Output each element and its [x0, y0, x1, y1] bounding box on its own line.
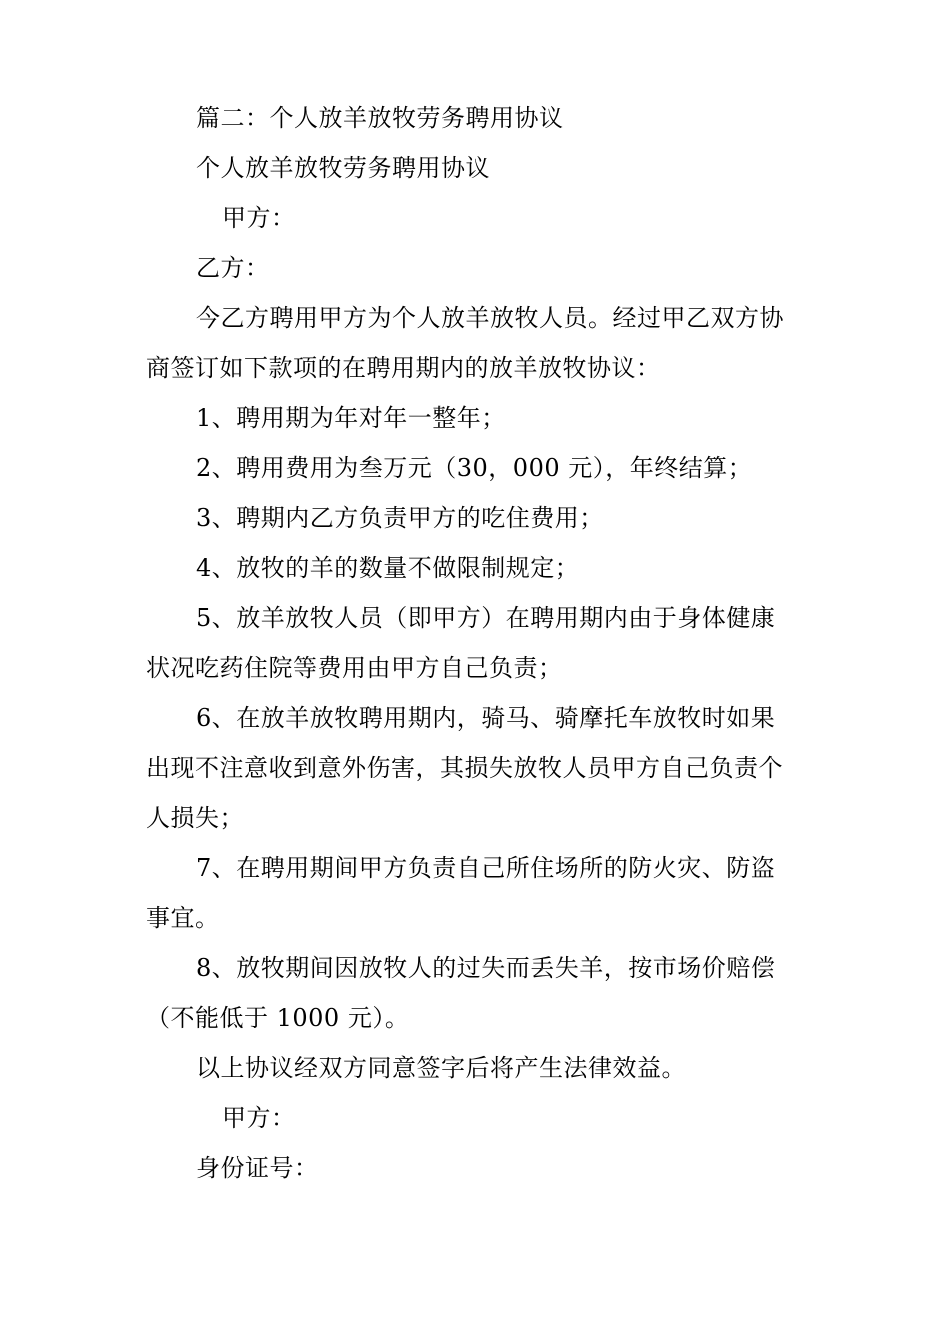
clause-8-line-1: 8、放牧期间因放牧人的过失而丢失羊，按市场价赔偿 [196, 954, 776, 982]
clause-2: 2、聘用费用为叁万元（30，000 元），年终结算； [196, 454, 753, 482]
clause-6-line-3: 人损失； [146, 804, 244, 832]
clause-8-line-2: （不能低于 1000 元）。 [146, 1004, 410, 1032]
clause-6-line-1: 6、在放羊放牧聘用期内，骑马、骑摩托车放牧时如果 [196, 704, 776, 732]
party-b-label: 乙方： [196, 254, 270, 282]
document-title: 个人放羊放牧劳务聘用协议 [196, 154, 490, 182]
clause-7-line-2: 事宜。 [146, 904, 220, 932]
clause-5-line-2: 状况吃药住院等费用由甲方自己负责； [146, 654, 563, 682]
clause-3: 3、聘期内乙方负责甲方的吃住费用； [196, 504, 604, 532]
intro-line-1: 今乙方聘用甲方为个人放羊放牧人员。经过甲乙双方协 [196, 304, 784, 332]
signature-party-a-label: 甲方： [222, 1104, 296, 1132]
clause-1: 1、聘用期为年对年一整年； [196, 404, 506, 432]
intro-line-2: 商签订如下款项的在聘用期内的放羊放牧协议： [146, 354, 661, 382]
clause-7-line-1: 7、在聘用期间甲方负责自己所住场所的防火灾、防盗 [196, 854, 776, 882]
party-a-label: 甲方： [222, 204, 296, 232]
clause-5-line-1: 5、放羊放牧人员（即甲方）在聘用期内由于身体健康 [196, 604, 776, 632]
section-heading: 篇二：个人放羊放牧劳务聘用协议 [196, 104, 564, 132]
id-number-label: 身份证号： [196, 1154, 319, 1182]
closing-statement: 以上协议经双方同意签字后将产生法律效益。 [196, 1054, 686, 1082]
clause-6-line-2: 出现不注意收到意外伤害，其损失放牧人员甲方自己负责个 [146, 754, 783, 782]
clause-4: 4、放牧的羊的数量不做限制规定； [196, 554, 580, 582]
